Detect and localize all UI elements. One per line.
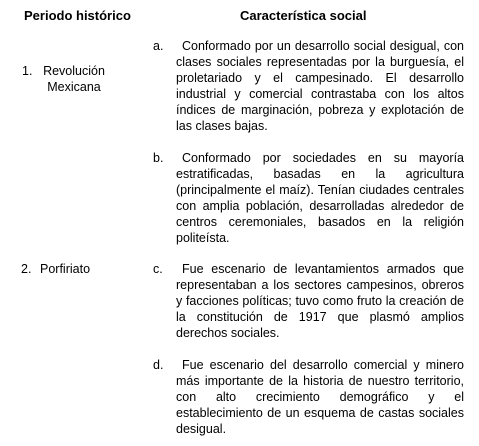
period-2-name: Porfiriato <box>40 262 91 276</box>
characteristic-b-text: Conformado por sociedades en su mayoría estratificadas, basadas en la agricultura (principalmente el maíz). Tenían ciudades centrales con amplia población, desarrolladas alrededor de centros ceremoniales, basados en la religión politeísta. <box>176 151 464 245</box>
characteristic-c-text: Fue escenario de levantamientos armados que representaban a los sectores campesinos, obreros y facciones políticas; tuvo como fruto la creación de la constitución de 1917 que plasmó amplios derechos sociales. <box>176 262 464 340</box>
characteristic-c-letter: c. <box>153 262 163 276</box>
characteristic-d-letter: d. <box>153 358 164 372</box>
header-caracteristica-social: Característica social <box>240 8 367 23</box>
header-periodo-historico: Periodo histórico <box>24 8 131 23</box>
characteristic-b-letter: b. <box>153 151 164 165</box>
characteristic-a-text: Conformado por un desarrollo social desigual, con clases sociales representadas por la burguesía, el proletariado y el campesinado. El desarrollo industrial y comercial contrastaba con los altos índices de marginación, pobreza y explotación de las clases bajas. <box>176 39 464 133</box>
characteristic-d-text: Fue escenario del desarrollo comercial y minero más importante de la historia de nuestro territorio, con alto crecimiento demográfico y el establecimiento de un esquema de castas sociales desigual. <box>176 358 464 436</box>
period-1-name: Revolución Mexicana <box>43 64 105 94</box>
period-1-number: 1. <box>22 64 33 78</box>
characteristic-a-letter: a. <box>153 39 164 53</box>
period-2-number: 2. <box>21 262 32 276</box>
